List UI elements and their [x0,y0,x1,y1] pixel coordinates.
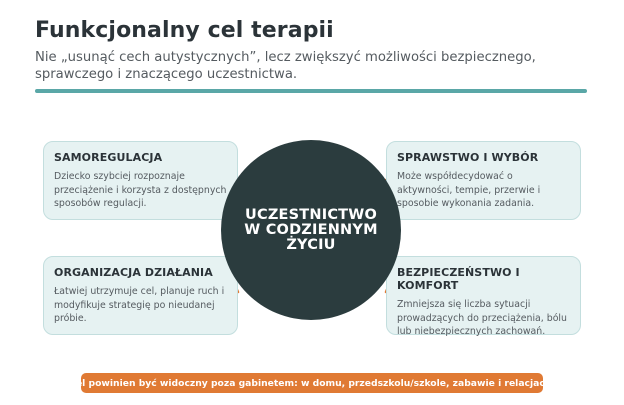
card-text: Łatwiej utrzymuje cel, planuje ruch i modyfikuje strategię po nieudanej próbie. [54,286,225,324]
page-title: Funkcjonalny cel terapii [35,18,334,43]
central-hub-circle [221,140,401,320]
footer-banner: Cel powinien być widoczny poza gabinetem: w domu, przedszkolu/szkole, zabawie i relacjach. [81,373,543,393]
card-title: ORGANIZACJA DZIAŁANIA [54,266,213,279]
card-action-organization [43,256,238,335]
card-self-regulation [43,141,238,220]
card-agency-and-choice [386,141,581,220]
card-safety-and-comfort [386,256,581,335]
card-text: Zmniejsza się liczba sytuacji prowadzących do przeciążenia, bólu lub niebezpiecznych zachowań. [397,299,567,337]
card-title: SAMOREGULACJA [54,151,163,164]
card-title: BEZPIECZEŃSTWO I KOMFORT [397,266,520,292]
page-subtitle: Nie „usunąć cech autystycznych”, lecz zwiększyć możliwości bezpiecznego, sprawczego i znaczącego uczestnictwa. [35,50,536,82]
card-text: Może współdecydować o aktywności, tempie, przerwie i sposobie wykonania zadania. [397,171,541,209]
card-text: Dziecko szybciej rozpoznaje przeciążenie i korzysta z dostępnych sposobów regulacji. [54,171,227,209]
card-title: SPRAWSTWO I WYBÓR [397,151,539,164]
hub-label: UCZESTNICTWO W CODZIENNYM ŻYCIU [244,206,378,253]
